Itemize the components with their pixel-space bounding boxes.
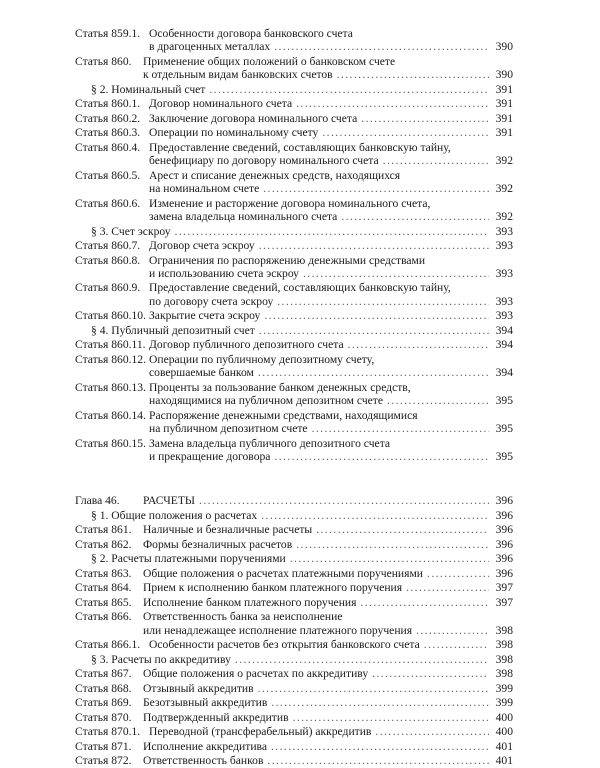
page-number: 398	[495, 667, 513, 681]
page-number: 396	[495, 523, 513, 537]
toc-article[interactable]	[75, 239, 513, 252]
entry-title: Распоряжение денежными средствами, находящимися	[149, 408, 418, 422]
table-of-contents	[0, 27, 600, 768]
dot-leader	[271, 740, 489, 753]
page-number: 392	[495, 182, 513, 196]
article-label: Статья 860.9.	[75, 281, 141, 295]
toc-article[interactable]	[75, 667, 513, 680]
dot-leader	[235, 653, 489, 666]
article-label: Статья 860.12.	[75, 352, 147, 366]
section-label: § 2.	[91, 82, 109, 96]
toc-section[interactable]	[75, 653, 513, 666]
page-number: 401	[495, 739, 513, 753]
toc-section[interactable]	[75, 83, 513, 96]
entry-title: Расчеты по аккредитиву	[111, 652, 231, 666]
toc-article[interactable]	[75, 169, 513, 196]
dot-leader	[261, 509, 489, 522]
toc-article[interactable]	[75, 409, 513, 436]
section-label: § 3.	[91, 224, 109, 238]
dot-leader	[296, 97, 489, 110]
entry-title: по договору счета эскроу	[149, 294, 274, 308]
page-number: 401	[495, 754, 513, 768]
entry-title: или ненадлежащее исполнение платежного поручения	[143, 623, 413, 637]
entry-title: в драгоценных металлах	[149, 40, 271, 54]
page-number: 391	[495, 82, 513, 96]
dot-leader	[271, 696, 489, 709]
section-label: § 4.	[91, 323, 109, 337]
entry-title: Договор счета эскроу	[149, 239, 255, 253]
article-label: Статья 859.1.	[75, 27, 141, 40]
page-number: 396	[495, 494, 513, 508]
dot-leader	[264, 309, 489, 322]
entry-title: Наличные и безналичные расчеты	[143, 523, 313, 537]
page-number: 395	[495, 422, 513, 436]
entry-title: Операции по публичному депозитному счету,	[149, 352, 375, 366]
article-label: Статья 860.5.	[75, 168, 141, 182]
page-number: 396	[495, 537, 513, 551]
toc-article[interactable]	[75, 338, 513, 351]
article-label: Статья 868.	[75, 681, 132, 695]
toc-article[interactable]	[75, 523, 513, 536]
article-label: Статья 860.	[75, 54, 132, 68]
article-label: Статья 860.14.	[75, 408, 147, 422]
entry-title: и прекращение договора	[149, 449, 271, 463]
page-number: 398	[495, 652, 513, 666]
article-label: Статья 871.	[75, 739, 132, 753]
page-number: 391	[495, 97, 513, 111]
entry-title: Проценты за пользование банком денежных средств,	[149, 380, 411, 394]
page-number: 393	[495, 266, 513, 280]
dot-leader	[316, 523, 489, 536]
page-number: 391	[495, 126, 513, 140]
entry-title: Подтвержденный аккредитив	[143, 710, 289, 724]
dot-leader	[416, 624, 489, 637]
entry-title: замена владельца номинального счета	[149, 210, 338, 224]
dot-leader	[341, 210, 489, 223]
dot-leader	[383, 154, 489, 167]
article-label: Статья 860.2.	[75, 111, 141, 125]
dot-leader	[259, 324, 489, 337]
toc-article[interactable]	[75, 197, 513, 224]
entry-title: Общие положения о расчетах платежными поручениями	[143, 566, 424, 580]
page-number: 395	[495, 449, 513, 463]
article-label: Статья 860.11.	[75, 338, 146, 352]
page-number: 399	[495, 696, 513, 710]
entry-title: Предоставление сведений, составляющих банковскую тайну,	[149, 140, 451, 154]
toc-section[interactable]	[75, 509, 513, 522]
article-label: Статья 872.	[75, 754, 132, 768]
toc-article[interactable]	[75, 740, 513, 753]
entry-title: совершаемые банком	[149, 366, 254, 380]
toc-chapter[interactable]	[75, 494, 513, 507]
page-number: 397	[495, 595, 513, 609]
article-label: Статья 860.10.	[75, 309, 147, 323]
section-label: § 3.	[91, 652, 109, 666]
dot-leader	[375, 725, 489, 738]
dot-leader	[290, 552, 489, 565]
article-label: Статья 864.	[75, 581, 132, 595]
dot-leader	[337, 68, 489, 81]
entry-title: бенефициару по договору номинального счета	[149, 154, 379, 168]
page-number: 397	[495, 581, 513, 595]
article-label: Статья 869.	[75, 696, 132, 710]
toc-article[interactable]	[75, 538, 513, 551]
toc-article[interactable]	[75, 55, 513, 82]
toc-article[interactable]	[75, 27, 513, 54]
article-label: Статья 861.	[75, 523, 132, 537]
page-number: 400	[495, 710, 513, 724]
page-number: 394	[495, 366, 513, 380]
article-label: Статья 870.	[75, 710, 132, 724]
dot-leader	[322, 126, 489, 139]
entry-title: РАСЧЕТЫ	[143, 494, 196, 508]
dot-leader	[259, 239, 489, 252]
page-number: 394	[495, 323, 513, 337]
entry-title: Изменение и расторжение договора номинального счета,	[149, 196, 431, 210]
toc-article[interactable]	[75, 353, 513, 380]
page-number: 398	[495, 623, 513, 637]
toc-article[interactable]	[75, 141, 513, 168]
entry-title: Исполнение банком платежного поручения	[143, 595, 357, 609]
article-label: Статья 865.	[75, 595, 132, 609]
entry-title: Закрытие счета эскроу	[149, 309, 261, 323]
entry-title: находящимися на публичном депозитном счете	[149, 394, 384, 408]
entry-title: на номинальном счете	[149, 182, 260, 196]
dot-leader	[360, 596, 489, 609]
toc-article[interactable]	[75, 610, 513, 637]
page-number: 396	[495, 566, 513, 580]
page-number: 396	[495, 552, 513, 566]
page-number: 393	[495, 224, 513, 238]
toc-article[interactable]	[75, 596, 513, 609]
toc-article[interactable]	[75, 711, 513, 724]
article-label: Статья 867.	[75, 667, 132, 681]
toc-article[interactable]	[75, 638, 513, 651]
page-number: 391	[495, 111, 513, 125]
toc-article[interactable]	[75, 281, 513, 308]
dot-leader	[209, 83, 489, 96]
page-number: 392	[495, 154, 513, 168]
entry-title: Предоставление сведений, составляющих банковскую тайну,	[149, 281, 451, 295]
article-label: Статья 870.1.	[75, 725, 141, 739]
article-label: Статья 866.	[75, 610, 132, 624]
entry-title: Общие положения о расчетах	[111, 508, 258, 522]
toc-article[interactable]	[75, 696, 513, 709]
chapter-gap	[0, 464, 600, 494]
toc-article[interactable]	[75, 581, 513, 594]
page-number: 393	[495, 239, 513, 253]
dot-leader	[263, 182, 489, 195]
entry-title: Замена владельца публичного депозитного счета	[149, 436, 391, 450]
section-label: § 2.	[91, 552, 109, 566]
page-number: 390	[495, 68, 513, 82]
page-number: 396	[495, 508, 513, 522]
toc-article[interactable]	[75, 682, 513, 695]
dot-leader	[424, 638, 489, 651]
entry-title: Исполнение аккредитива	[143, 739, 267, 753]
toc-article[interactable]	[75, 112, 513, 125]
entry-title: Договор номинального счета	[149, 97, 293, 111]
toc-article[interactable]	[75, 567, 513, 580]
entry-title: Заключение договора номинального счета	[149, 111, 358, 125]
page-number: 395	[495, 394, 513, 408]
page-number: 394	[495, 338, 513, 352]
entry-title: Общие положения о расчетах по аккредитиву	[143, 667, 369, 681]
entry-title: Прием к исполнению банком платежного поручения	[143, 581, 403, 595]
entry-title: Переводной (трансферабельный) аккредитив	[149, 725, 372, 739]
toc-article[interactable]	[75, 381, 513, 408]
toc-article[interactable]	[75, 254, 513, 281]
entry-title: Публичный депозитный счет	[111, 323, 255, 337]
entry-title: Формы безналичных расчетов	[143, 537, 293, 551]
page-number: 399	[495, 681, 513, 695]
dot-leader	[361, 112, 489, 125]
dot-leader	[303, 267, 489, 280]
toc-section[interactable]	[75, 324, 513, 337]
article-label: Статья 860.4.	[75, 140, 141, 154]
article-label: Статья 866.1.	[75, 638, 141, 652]
entry-title: Счет эскроу	[111, 224, 171, 238]
article-label: Статья 860.15.	[75, 436, 147, 450]
dot-leader	[267, 754, 489, 767]
section-label: § 1.	[91, 508, 109, 522]
article-label: Статья 862.	[75, 537, 132, 551]
dot-leader	[175, 225, 489, 238]
article-label: Статья 860.8.	[75, 253, 141, 267]
toc-article[interactable]	[75, 725, 513, 738]
entry-title: Ответственность банков	[143, 754, 264, 768]
dot-leader	[296, 538, 489, 551]
entry-title: и использованию счета эскроу	[149, 266, 299, 280]
dot-leader	[277, 295, 489, 308]
toc-article[interactable]	[75, 97, 513, 110]
page-number: 398	[495, 638, 513, 652]
toc-article[interactable]	[75, 437, 513, 464]
article-label: Статья 860.3.	[75, 126, 141, 140]
dot-leader	[406, 581, 489, 594]
toc-article[interactable]	[75, 309, 513, 322]
entry-title: Расчеты платежными поручениями	[111, 552, 286, 566]
dot-leader	[372, 667, 489, 680]
dot-leader	[274, 40, 489, 53]
entry-title: Особенности договора банковского счета	[149, 27, 353, 40]
toc-article[interactable]	[75, 754, 513, 767]
entry-title: на публичном депозитном счете	[149, 422, 308, 436]
dot-leader	[199, 494, 489, 507]
page-number: 390	[495, 40, 513, 54]
entry-title: Применение общих положений о банковском счете	[143, 54, 396, 68]
entry-title: Арест и списание денежных средств, находящихся	[149, 168, 401, 182]
article-label: Статья 860.13.	[75, 380, 147, 394]
page-number: 393	[495, 294, 513, 308]
dot-leader	[293, 711, 489, 724]
entry-title: к отдельным видам банковских счетов	[143, 68, 333, 82]
page-number: 393	[495, 309, 513, 323]
page-number: 400	[495, 725, 513, 739]
chapter-label: Глава 46.	[75, 494, 120, 508]
dot-leader	[258, 366, 489, 379]
entry-title: Ограничения по распоряжению денежными средствами	[149, 253, 426, 267]
entry-title: Особенности расчетов без открытия банковского счета	[149, 638, 420, 652]
entry-title: Номинальный счет	[111, 82, 206, 96]
page-number: 392	[495, 210, 513, 224]
article-label: Статья 863.	[75, 566, 132, 580]
dot-leader	[258, 682, 489, 695]
toc-section[interactable]	[75, 552, 513, 565]
article-label: Статья 860.6.	[75, 196, 141, 210]
dot-leader	[274, 450, 489, 463]
toc-article[interactable]	[75, 126, 513, 139]
article-label: Статья 860.1.	[75, 97, 141, 111]
top-margin	[0, 0, 600, 27]
entry-title: Ответственность банка за неисполнение	[143, 610, 343, 624]
dot-leader	[427, 567, 489, 580]
entry-title: Отзывный аккредитив	[143, 681, 254, 695]
dot-leader	[312, 422, 489, 435]
entry-title: Операции по номинальному счету	[149, 126, 319, 140]
dot-leader	[387, 394, 489, 407]
entry-title: Договор публичного депозитного счета	[149, 338, 344, 352]
dot-leader	[348, 338, 489, 351]
article-label: Статья 860.7.	[75, 239, 141, 253]
entry-title: Безотзывный аккредитив	[143, 696, 268, 710]
toc-section[interactable]	[75, 225, 513, 238]
